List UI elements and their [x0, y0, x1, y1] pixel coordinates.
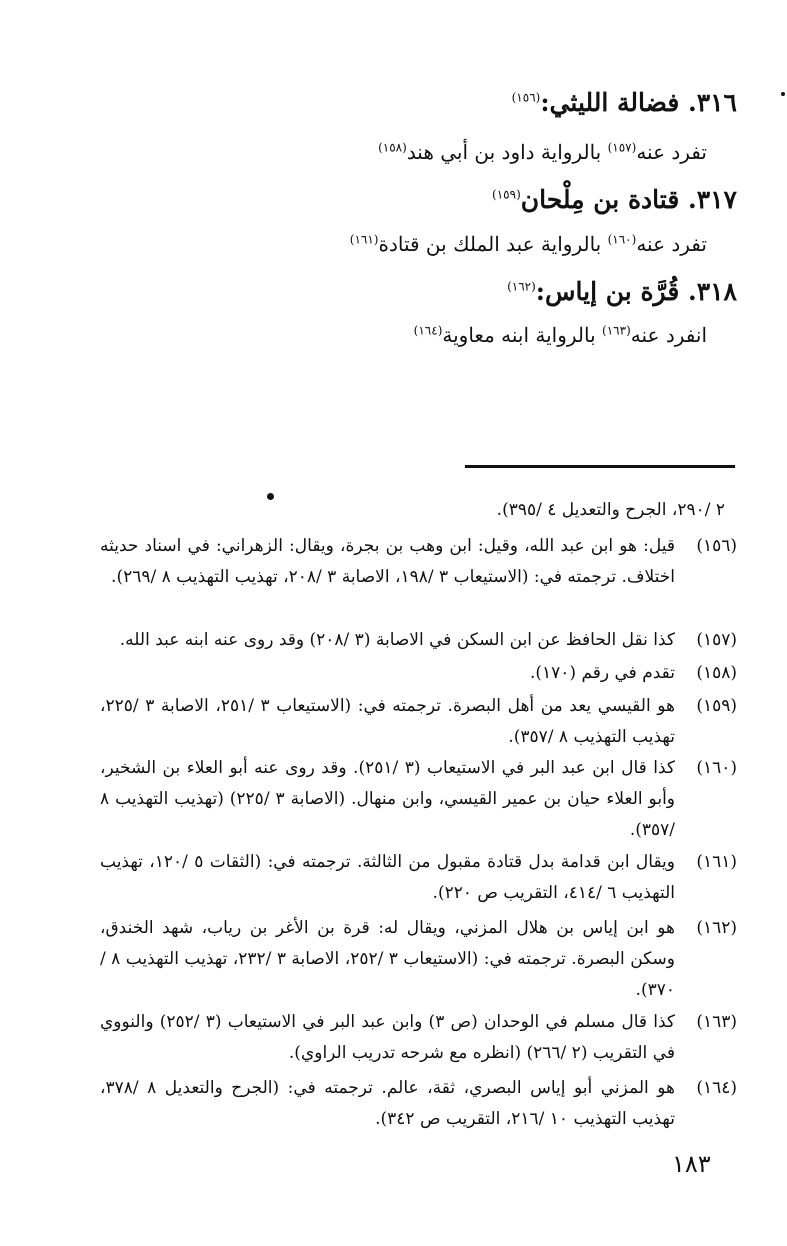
footnote-text: كذا قال مسلم في الوحدان (ص ٣) وابن عبد البر في الاستيعاب (٣ /٢٥٢) والنووي في التقريب (٢ /٢٦٦) (انظره مع شرحه تدريب الراوي). — [100, 1012, 675, 1063]
footnote-ref: (١٥٨) — [378, 140, 407, 155]
footnote-163 — [100, 1007, 737, 1069]
entry-text-rest: بالرواية ابنه معاوية — [442, 323, 603, 347]
page-number: ١٨٣ — [672, 1150, 711, 1178]
entry-text: تفرد عنه — [636, 140, 707, 164]
footnote-ref: (١٦١) — [349, 232, 379, 247]
footnote-ref: (١٥٧) — [607, 140, 637, 155]
footnote-number: (١٥٩) — [696, 696, 737, 716]
footnote-separator — [465, 465, 735, 468]
footnote-ref: (١٦٤) — [413, 323, 443, 338]
footnote-159 — [100, 691, 737, 753]
entry-text: انفرد عنه — [630, 323, 707, 347]
footnote-number: (١٥٦) — [696, 536, 737, 556]
entry-heading-316 — [512, 88, 737, 117]
entry-line-318 — [414, 323, 707, 347]
entry-text-rest: بالرواية عبد الملك بن قتادة — [378, 232, 608, 256]
footnote-ref: (١٦٠) — [607, 232, 637, 247]
footnote-text: هو ابن إياس بن هلال المزني، ويقال له: قرة بن الأغر بن رياب، شهد الخندق، وسكن البصرة. ترجمته في: (الاستيعاب ٣ /٢٥٢، الاصابة ٣ /٢٣٢، تهذيب التهذيب ٨ /٣٧٠). — [100, 918, 675, 1000]
footnote-text: هو القيسي يعد من أهل البصرة. ترجمته في: (الاستيعاب ٣ /٢٥١، الاصابة ٣ /٢٢٥، تهذيب التهذيب ٨ /٣٥٧). — [100, 696, 675, 747]
footnote-continuation — [100, 495, 737, 526]
footnote-ref: (١٥٩) — [492, 187, 521, 202]
entry-text-rest: بالرواية داود بن أبي هند — [406, 140, 608, 164]
entry-text: تفرد عنه — [636, 232, 707, 256]
footnote-text: كذا قال ابن عبد البر في الاستيعاب (٣ /٢٥١). وقد روى عنه أبو العلاء بن الشخير، وأبو العلاء حيان بن عمير القيسي، وابن منهال. (الاصابة ٣ /٢٢٥) (تهذيب التهذيب ٨ /٣٥٧). — [100, 758, 675, 840]
footnote-number: (١٦٣) — [696, 1012, 737, 1032]
entry-line-317 — [350, 232, 707, 256]
entry-heading-318 — [507, 277, 737, 306]
footnote-number: (١٦٠) — [696, 758, 737, 778]
footnote-ref: (١٥٦) — [511, 90, 541, 105]
footnote-number: (١٦٤) — [696, 1078, 737, 1098]
footnote-text: ويقال ابن قدامة بدل قتادة مقبول من الثالثة. ترجمته في: (الثقات ٥ /١٢٠، تهذيب التهذيب ٦ /٤١٤، التقريب ص ٢٢٠). — [100, 852, 675, 903]
footnote-text: كذا نقل الحافظ عن ابن السكن في الاصابة (٣ /٢٠٨) وقد روى عنه ابنه عبد الله. — [119, 630, 675, 650]
entry-title: ٣١٦. فضالة الليثي: — [540, 88, 737, 117]
footnote-text: هو المزني أبو إياس البصري، ثقة، عالم. ترجمته في: (الجرح والتعديل ٨ /٣٧٨، تهذيب التهذيب ١٠ /٢١٦، التقريب ص ٣٤٢). — [100, 1078, 675, 1129]
entry-title: ٣١٨. قُرَّة بن إياس: — [535, 277, 737, 306]
footnote-157 — [100, 625, 737, 656]
entry-line-316 — [378, 140, 707, 164]
footnote-161 — [100, 847, 737, 909]
footnote-number: (١٦١) — [696, 852, 737, 872]
footnote-158 — [100, 658, 737, 689]
footnote-number: (١٥٨) — [696, 663, 737, 683]
entry-heading-317 — [492, 185, 737, 214]
footnote-text: ٢ /٢٩٠، الجرح والتعديل ٤ /٣٩٥). — [496, 500, 725, 520]
footnote-160 — [100, 753, 737, 846]
ink-speck — [781, 92, 785, 96]
footnotes — [100, 495, 737, 1145]
footnote-number: (١٦٢) — [696, 918, 737, 938]
footnote-162 — [100, 913, 737, 1006]
footnote-number: (١٥٧) — [696, 630, 737, 650]
footnote-text: قيل: هو ابن عبد الله، وقيل: ابن وهب بن بجرة، ويقال: الزهراني: في اسناد حديثه اختلاف. ترجمته في: (الاستيعاب ٣ /١٩٨، الاصابة ٣ /٢٠٨، تهذيب التهذيب ٨ /٢٦٩). — [100, 536, 675, 587]
footnote-164 — [100, 1073, 737, 1135]
entry-title: ٣١٧. قتادة بن مِلْحان — [520, 185, 737, 214]
footnote-ref: (١٦٢) — [507, 279, 536, 294]
footnote-ref: (١٦٣) — [602, 323, 631, 338]
footnote-156 — [100, 531, 737, 593]
footnote-text: تقدم في رقم (١٧٠). — [529, 663, 675, 683]
